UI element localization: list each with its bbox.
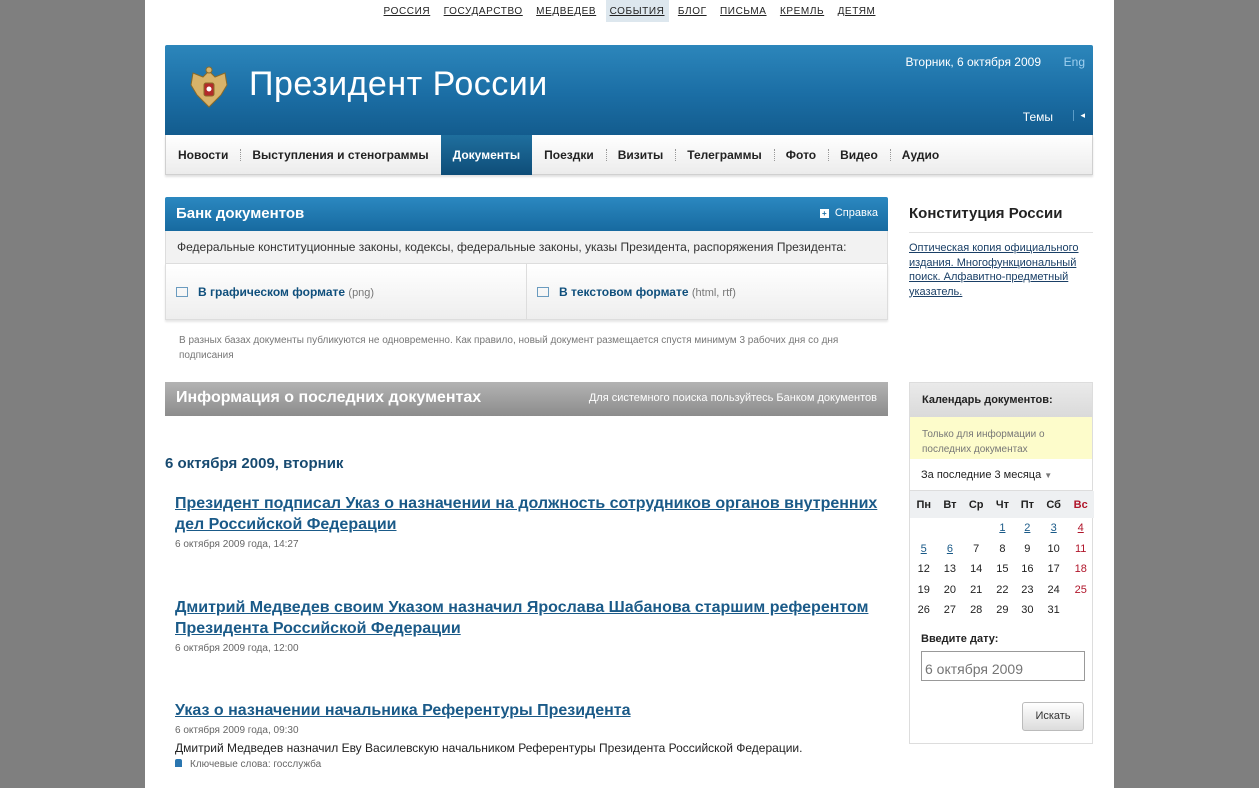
- calendar-weekday: Чт: [990, 491, 1015, 518]
- document-title-link[interactable]: Президент подписал Указ о назначении на должность сотрудников органов внутренних дел Российской Федерации: [175, 495, 878, 533]
- document-item: [175, 493, 890, 550]
- calendar-day: [1040, 518, 1068, 539]
- calendar-grid: [910, 491, 1094, 621]
- nav-documents[interactable]: Документы: [441, 135, 532, 175]
- calendar-day: 24: [1047, 583, 1060, 596]
- nav-news[interactable]: Новости: [178, 147, 229, 162]
- lang-switch-link[interactable]: Eng: [1063, 55, 1085, 69]
- document-icon: [537, 287, 549, 297]
- graphic-format-label: В графическом формате: [198, 285, 346, 299]
- latest-documents-header: [165, 382, 888, 416]
- document-date: 6 октября 2009 года, 12:00: [175, 643, 299, 654]
- text-format-label: В текстовом формате: [559, 285, 689, 299]
- text-format-link[interactable]: [526, 264, 887, 319]
- calendar-day-link[interactable]: 6: [946, 542, 953, 555]
- toplink-events[interactable]: СОБЫТИЯ: [606, 0, 669, 22]
- calendar-day: 17: [1047, 563, 1060, 576]
- constitution-title[interactable]: Конституция России: [909, 205, 1093, 233]
- calendar-day-link[interactable]: 4: [1077, 522, 1084, 535]
- calendar-day: 27: [943, 604, 957, 617]
- format-options: [165, 263, 888, 320]
- toplink-state[interactable]: ГОСУДАРСТВО: [443, 6, 523, 17]
- arrow-left-icon[interactable]: ◂: [1073, 110, 1085, 121]
- toplink-russia[interactable]: РОССИЯ: [383, 6, 431, 17]
- nav-trips[interactable]: Поездки: [544, 147, 594, 162]
- calendar-day: [910, 539, 937, 560]
- text-format-sub: (html, rtf): [691, 287, 736, 299]
- calendar-day: 9: [1024, 542, 1031, 555]
- toplink-children[interactable]: ДЕТЯМ: [837, 6, 876, 17]
- system-search-hint[interactable]: Для системного поиска пользуйтесь Банком документов: [588, 392, 877, 404]
- calendar-range-select[interactable]: [910, 459, 1092, 491]
- calendar-day: 11: [1074, 542, 1087, 555]
- calendar-day: 29: [996, 604, 1009, 617]
- nav-video[interactable]: Видео: [828, 135, 890, 175]
- calendar-day: 30: [1021, 604, 1034, 617]
- calendar-day-link[interactable]: 2: [1024, 522, 1031, 535]
- nav-telegrams[interactable]: Телеграммы: [675, 135, 774, 175]
- calendar-day: [937, 539, 962, 560]
- calendar-day: [1067, 518, 1094, 539]
- coat-of-arms-icon[interactable]: [185, 65, 233, 113]
- calendar-day: 25: [1074, 583, 1087, 596]
- search-button[interactable]: Искать: [1022, 702, 1084, 731]
- nav-speeches[interactable]: Выступления и стенограммы: [240, 135, 440, 175]
- constitution-link[interactable]: Оптическая копия официального издания. Многофункциональный поиск. Алфавитно-предметный указатель.: [909, 242, 1079, 298]
- document-date: 6 октября 2009 года, 14:27: [175, 539, 299, 550]
- toplink-medvedev[interactable]: МЕДВЕДЕВ: [536, 6, 597, 17]
- calendar-day: [962, 518, 990, 539]
- calendar-day: 20: [943, 583, 957, 596]
- site-header: [165, 45, 1093, 135]
- calendar-day: 7: [973, 542, 980, 555]
- documents-calendar: [909, 382, 1093, 744]
- graphic-format-sub: (png): [348, 287, 375, 299]
- document-icon: [176, 287, 188, 297]
- date-input-label: Введите дату:: [921, 632, 999, 645]
- calendar-day: [990, 518, 1015, 539]
- document-title-link[interactable]: Дмитрий Медведев своим Указом назначил Ярослава Шабанова старшим референтом Президента Российской Федерации: [175, 599, 869, 637]
- calendar-day: 28: [970, 604, 983, 617]
- document-item: [175, 700, 890, 770]
- date-input[interactable]: [921, 651, 1085, 681]
- calendar-weekday: Пн: [910, 491, 937, 518]
- calendar-day: 19: [917, 583, 930, 596]
- graphic-format-link[interactable]: [166, 264, 526, 319]
- calendar-day: 21: [970, 583, 983, 596]
- main-nav: [165, 135, 1093, 175]
- calendar-day-link[interactable]: 1: [999, 522, 1006, 535]
- calendar-day: 13: [943, 563, 957, 576]
- calendar-range-label: За последние 3 месяца: [921, 469, 1042, 481]
- document-date: 6 октября 2009 года, 09:30: [175, 725, 299, 736]
- chevron-down-icon: ▼: [1044, 471, 1053, 480]
- day-heading: 6 октября 2009, вторник: [165, 455, 344, 472]
- calendar-weekday: Сб: [1040, 491, 1068, 518]
- calendar-day-link[interactable]: 5: [920, 542, 927, 555]
- calendar-day: [910, 518, 937, 539]
- calendar-day: 18: [1074, 563, 1087, 576]
- latest-documents-title: Информация о последних документах: [176, 389, 482, 406]
- calendar-info: Только для информации о последних документах: [910, 417, 1092, 459]
- keywords-label[interactable]: Ключевые слова: госслужба: [190, 759, 322, 770]
- document-summary: Дмитрий Медведев назначил Еву Василевскую начальником Референтуры Президента Российской Федерации.: [175, 741, 803, 755]
- help-icon: +: [820, 209, 829, 218]
- help-link[interactable]: [820, 207, 878, 219]
- document-bank-description: Федеральные конституционные законы, кодексы, федеральные законы, указы Президента, распоряжения Президента:: [165, 231, 888, 263]
- calendar-day: 12: [917, 563, 930, 576]
- calendar-day: 8: [999, 542, 1006, 555]
- document-item: [175, 597, 890, 654]
- calendar-day: [937, 518, 962, 539]
- nav-photo[interactable]: Фото: [774, 135, 828, 175]
- themes-menu[interactable]: Темы: [1022, 110, 1053, 124]
- page: [145, 0, 1114, 788]
- site-title[interactable]: Президент России: [249, 65, 548, 103]
- document-bank: [165, 197, 888, 363]
- calendar-day: 14: [970, 563, 983, 576]
- calendar-day: 26: [917, 604, 930, 617]
- calendar-weekday: Вт: [937, 491, 962, 518]
- top-links: [145, 0, 1114, 24]
- calendar-day: 16: [1021, 563, 1034, 576]
- calendar-weekday: Ср: [962, 491, 990, 518]
- calendar-weekday: Вс: [1067, 491, 1094, 518]
- calendar-day: 22: [996, 583, 1009, 596]
- calendar-day: 23: [1021, 583, 1034, 596]
- document-title-link[interactable]: Указ о назначении начальника Референтуры Президента: [175, 702, 631, 719]
- help-label: Справка: [834, 207, 878, 219]
- calendar-title: Календарь документов:: [910, 383, 1092, 417]
- calendar-day: 31: [1047, 604, 1060, 617]
- nav-audio[interactable]: Аудио: [890, 135, 951, 175]
- calendar-weekday: Пт: [1015, 491, 1040, 518]
- toplink-kremlin[interactable]: КРЕМЛЬ: [779, 6, 825, 17]
- document-bank-header: [165, 197, 888, 231]
- document-keywords: [175, 759, 890, 770]
- calendar-day: [1015, 518, 1040, 539]
- calendar-day: 10: [1047, 542, 1060, 555]
- constitution-block: [909, 205, 1093, 299]
- calendar-day-link[interactable]: 3: [1050, 522, 1057, 535]
- current-date: Вторник, 6 октября 2009: [905, 55, 1041, 69]
- tag-icon: [175, 759, 182, 767]
- calendar-day: 15: [996, 563, 1009, 576]
- calendar-day: [1067, 600, 1094, 621]
- toplink-letters[interactable]: ПИСЬМА: [720, 6, 767, 17]
- nav-visits[interactable]: Визиты: [606, 135, 676, 175]
- document-bank-title: Банк документов: [176, 205, 305, 222]
- publication-note: В разных базах документы публикуются не одновременно. Как правило, новый документ размещается спустя минимум 3 рабочих дня со дня подписания: [179, 335, 839, 361]
- toplink-blog[interactable]: БЛОГ: [677, 6, 707, 17]
